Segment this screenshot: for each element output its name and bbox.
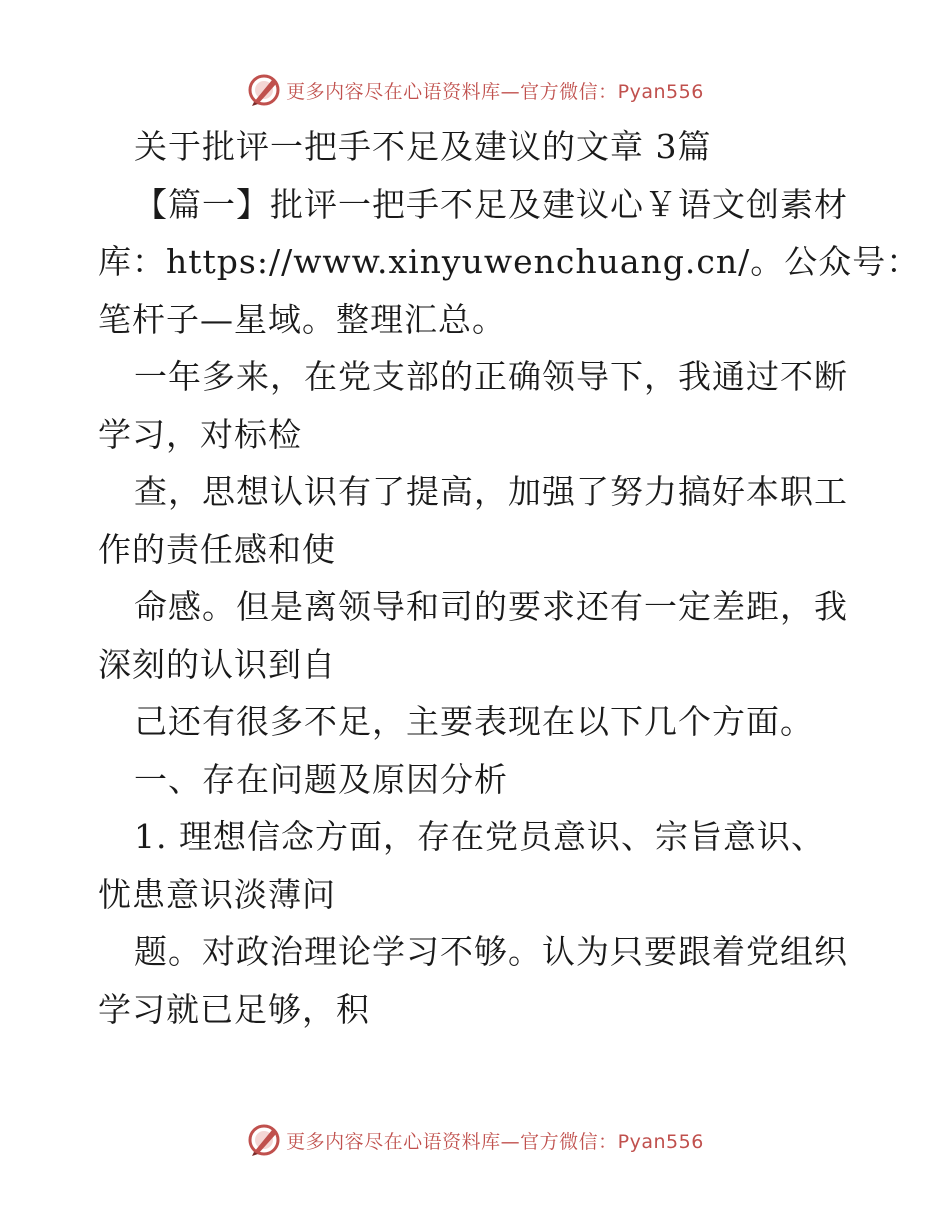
header-watermark-banner [0, 68, 950, 112]
paragraph-line: 学习，对标检 [98, 414, 302, 454]
paragraph-line: 己还有很多不足，主要表现在以下几个方面。 [134, 702, 814, 741]
header-watermark-text: 更多内容尽在心语资料库—官方微信：Pyan556 [286, 80, 704, 103]
document-title: 关于批评一把手不足及建议的文章 3篇 [134, 127, 712, 166]
paragraph-line: 一年多来，在党支部的正确领导下，我通过不断 [134, 357, 848, 396]
paragraph-line: 深刻的认识到自 [98, 644, 336, 684]
paragraph-line: 查，思想认识有了提高，加强了努力搞好本职工 [134, 472, 848, 511]
paragraph-line: 作的责任感和使 [98, 529, 336, 569]
paragraph-line: 笔杆子—星域。整理汇总。 [98, 299, 506, 339]
section-heading: 一、存在问题及原因分析 [134, 759, 508, 799]
paragraph-line: 命感。但是离领导和司的要求还有一定差距，我 [134, 587, 848, 626]
footer-watermark-text: 更多内容尽在心语资料库—官方微信：Pyan556 [286, 1130, 704, 1153]
paragraph-line: 忧患意识淡薄问 [98, 874, 336, 914]
footer-watermark-banner [0, 1118, 950, 1162]
paragraph-line: 学习就已足够，积 [98, 989, 370, 1029]
paragraph-line: 【篇一】批评一把手不足及建议心￥语文创素材 [134, 184, 848, 224]
paragraph-line: 题。对政治理论学习不够。认为只要跟着党组织 [134, 932, 848, 971]
pen-logo-icon [246, 72, 282, 108]
pen-logo-icon [246, 1122, 282, 1158]
paragraph-line: 1. 理想信念方面，存在党员意识、宗旨意识、 [134, 817, 825, 856]
paragraph-line: 库：https://www.xinyuwenchuang.cn/。公众号： [98, 242, 921, 281]
document-body [98, 118, 921, 1038]
